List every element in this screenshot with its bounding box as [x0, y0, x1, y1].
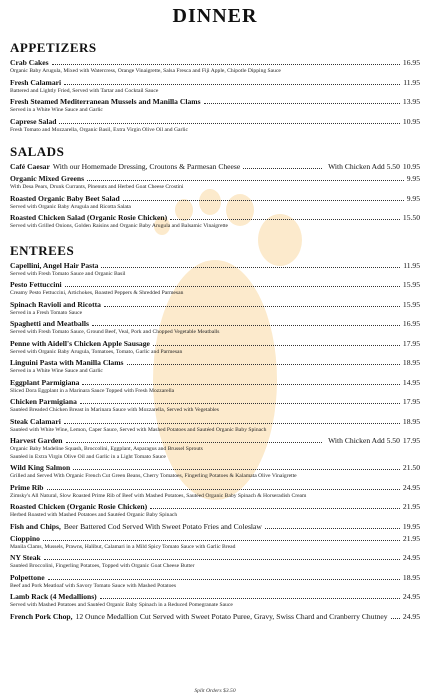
menu-item [10, 378, 420, 396]
menu-item-description: Zimsky's All Natural, Slow Roasted Prime Rib of Beef with Mashed Potatoes, Sautéed Organic Baby Spinach & Horseradish Cream [10, 492, 307, 499]
menu-item-price: 11.95 [403, 260, 420, 270]
menu-item-line [10, 319, 420, 329]
menu-item-description: Served with Organic Baby Arugula and Ricotta Salata [10, 203, 131, 210]
menu-item-price: 17.95 [402, 436, 420, 445]
menu-item-line [10, 213, 420, 223]
menu-item-description: Creamy Pesto Fettuccini, Artichokes, Roasted Peppers & Shredded Parmesan [10, 290, 184, 296]
menu-item-price: 11.95 [403, 77, 420, 87]
menu-item [10, 261, 420, 279]
menu-item-price: 16.95 [402, 319, 420, 328]
menu-item-price: 17.95 [402, 338, 420, 348]
menu-item-description: Beef and Pork Meatloaf with Savory Tomato Sauce with Mashed Potatoes [10, 582, 177, 589]
menu-item-name: Fresh Calamari [10, 77, 62, 87]
menu-item-line [10, 358, 420, 368]
menu-item-description: Sautéed Breaded Chicken Breast in Marinara Sauce with Mozzarella, Served with Vegetables [10, 407, 219, 413]
menu-item-description: Organic Baby Arugula, Mixed with Watercress, Orange Vinaigrette, Salsa Fresca and Fiji Apple, Chipotle Dipping Sauce [10, 68, 281, 74]
menu-item-description: Served with Organic Baby Arugula, Tomatoes, Tomato, Garlic and Parmesan [10, 348, 183, 355]
menu-item-price: 21.50 [402, 463, 420, 472]
menu-item-description: Sliced Dora Eggplant in a Marinara Sauce Topped with Fresh Mozzarella [10, 387, 175, 394]
menu-item-line [10, 378, 420, 388]
menu-item-price: 24.95 [402, 611, 420, 621]
menu-item-line [10, 280, 420, 290]
menu-item-price: 18.95 [402, 572, 420, 582]
menu-item [10, 573, 420, 591]
menu-item-line [10, 162, 420, 172]
menu-item-line [10, 261, 420, 271]
menu-item-name: Crab Cakes [10, 58, 49, 67]
menu-item [10, 534, 420, 552]
menu-item-inline-description: 12 Ounce Medallion Cut Served with Sweet Potato Puree, Gravy, Swiss Chard and Cranberry Chutney [75, 611, 388, 621]
menu-item-name: Café Caesar [10, 162, 50, 171]
menu-item-name: Fresh Steamed Mediterranean Mussels and Manilla Clams [10, 97, 201, 106]
menu-item-line [10, 174, 420, 184]
menu-item-line [10, 117, 420, 127]
dot-leader [92, 325, 400, 326]
menu-item-price: 14.95 [402, 377, 420, 387]
dot-leader [100, 598, 400, 599]
menu-item-line [10, 97, 420, 107]
menu-item-price: 15.50 [402, 213, 420, 222]
menu-item-name: Roasted Chicken Salad (Organic Rosie Chicken) [10, 213, 168, 222]
dot-leader [52, 64, 400, 65]
menu-item-description: Organic Baby Madeline Squash, Broccolini, Eggplant, Asparagus and Brussel Sprouts [10, 446, 203, 452]
dot-leader [65, 286, 400, 287]
menu-body [0, 40, 430, 622]
menu-item [10, 463, 420, 481]
menu-item-line [10, 58, 420, 68]
menu-item-name: Chicken Parmigiana [10, 397, 77, 406]
menu-item-price: 19.95 [402, 521, 420, 531]
menu-item-line [10, 339, 420, 349]
menu-item-line [10, 463, 420, 473]
menu-item-line [10, 534, 420, 544]
dot-leader [265, 528, 400, 529]
menu-item-name: Harvest Garden [10, 436, 63, 445]
menu-item-price: 13.95 [402, 97, 420, 106]
menu-item-line [10, 300, 420, 310]
dot-leader [64, 84, 400, 85]
split-orders-note: Split Orders $3.50 [194, 688, 236, 694]
menu-item [10, 436, 420, 461]
menu-item-name: Caprese Salad [10, 116, 57, 126]
menu-item [10, 117, 420, 135]
menu-item-line [10, 417, 420, 427]
menu-item [10, 58, 420, 76]
menu-item-name: Linguini Pasta with Manilla Clams [10, 358, 124, 367]
section-appetizers [0, 40, 430, 134]
menu-item-name: Spaghetti and Meatballs [10, 319, 89, 328]
menu-item [10, 417, 420, 435]
menu-item-price: 10.95 [402, 162, 420, 171]
menu-item-description: With Desa Pears, Drunk Currants, Pinenuts and Herbed Goat Cheese Crostini [10, 184, 184, 190]
menu-item-price: 18.95 [402, 358, 420, 367]
menu-item-inline-description: With our Homemade Dressing, Croutons & Parmesan Cheese [52, 162, 241, 171]
menu-item-name: Steak Calamari [10, 416, 61, 426]
menu-item [10, 174, 420, 192]
menu-item [10, 483, 420, 501]
menu-item-line [10, 397, 420, 407]
dot-leader [391, 618, 400, 619]
menu-title: DINNER [172, 5, 258, 27]
menu-item-line [10, 553, 420, 563]
dot-leader [64, 423, 400, 424]
menu-item-description: Served with Mashed Potatoes and Sautéed Organic Baby Spinach in a Reduced Pomegranate Sauce [10, 602, 233, 608]
menu-item [10, 213, 420, 231]
menu-item-price: 15.95 [402, 280, 420, 289]
menu-item-description: Served in a Fresh Tomato Sauce [10, 309, 83, 316]
menu-item-price: 15.95 [402, 299, 420, 309]
menu-item-name: French Pork Chop, [10, 611, 73, 621]
menu-item-description: Manila Clams, Mussels, Prawns, Halibut, Calamari in a Mild Spicy Tomato Sauce with Garlic Bread [10, 543, 236, 550]
menu-item-line [10, 573, 420, 583]
menu-item [10, 339, 420, 357]
dot-leader [43, 540, 400, 541]
dot-leader [123, 200, 404, 201]
dot-leader [44, 559, 400, 560]
menu-item-description: Served with Fresh Tomato Sauce and Organic Basil [10, 270, 126, 277]
dot-leader [59, 123, 399, 124]
menu-item-price: 24.95 [402, 553, 420, 562]
menu-item-description: Sautéed with White Wine, Lemon, Caper Sauce, Served with Mashed Potatoes and Sautéed Organic Baby Spinach [10, 426, 267, 433]
menu-item-name: Spinach Ravioli and Ricotta [10, 299, 101, 309]
menu-item-line [10, 522, 420, 532]
menu-item [10, 97, 420, 115]
menu-item-description: Battered and Lightly Fried, Served with Tartar and Cocktail Sauce [10, 87, 159, 94]
menu-item-description: Served in a White Wine Sauce and Garlic [10, 107, 103, 113]
dot-leader [48, 579, 400, 580]
menu-item-name: Roasted Organic Baby Beet Salad [10, 193, 120, 203]
menu-item-name: Pesto Fettuccini [10, 280, 62, 289]
menu-item-description: Sautéed Broccolini, Fingerling Potatoes, Topped with Organic Goat Cheese Butter [10, 563, 195, 569]
menu-item-name: NY Steak [10, 553, 41, 562]
menu-item-price: 9.95 [406, 174, 420, 183]
menu-item-name: Cioppino [10, 533, 40, 543]
dot-leader [204, 103, 400, 104]
section-heading: ENTREES [10, 242, 75, 258]
menu-item-price: 9.95 [406, 193, 420, 203]
section-heading: APPETIZERS [10, 40, 97, 55]
menu-item-name: Lamb Rack (4 Medallions) [10, 592, 97, 601]
dot-leader [73, 469, 400, 470]
menu-item-name: Fish and Chips, [10, 521, 61, 531]
dot-leader [153, 345, 400, 346]
menu-item [10, 502, 420, 520]
menu-item-line [10, 78, 420, 88]
menu-item [10, 280, 420, 298]
menu-item-name: Wild King Salmon [10, 463, 71, 472]
menu-item-description: Fresh Tomato and Mozzarella, Organic Basil, Extra Virgin Olive Oil and Garlic [10, 126, 188, 133]
menu-item-addon: With Chicken Add 5.50 [328, 162, 400, 171]
menu-item-name: Organic Mixed Greens [10, 174, 85, 183]
section-heading: SALADS [10, 144, 65, 159]
menu-item-name: Eggplant Parmigiana [10, 377, 80, 387]
dot-leader [66, 442, 323, 443]
dot-leader [150, 508, 400, 509]
menu-item-price: 16.95 [402, 58, 420, 67]
dot-leader [243, 168, 322, 169]
menu-item-description: Grilled and Served With Organic French Cut Green Beans, Cherry Tomatoes, Fingerling Potatoes & Kalamata Olive Vinaigrette [10, 473, 297, 479]
dot-leader [80, 403, 400, 404]
menu-item [10, 553, 420, 571]
menu-item-inline-description: Beer Battered Cod Served With Sweet Potato Fries and Coleslaw [63, 521, 262, 531]
menu-item-name: Polpettone [10, 572, 45, 582]
menu-item-name: Capellini, Angel Hair Pasta [10, 260, 99, 270]
menu-item-description: Served in a White Wine Sauce and Garlic [10, 368, 103, 374]
menu-item-line [10, 436, 420, 446]
menu-item [10, 397, 420, 415]
dot-leader [127, 364, 400, 365]
menu-item-price: 10.95 [402, 116, 420, 126]
menu-item-price: 21.95 [402, 533, 420, 543]
menu-item-line [10, 194, 420, 204]
section-salads [0, 144, 430, 231]
dot-leader [87, 180, 404, 181]
menu-item [10, 522, 420, 532]
dot-leader [101, 267, 400, 268]
menu-item-line [10, 592, 420, 602]
menu-item-description: Served with Fresh Tomato Sauce, Ground Beef, Veal, Pork and Chopped Vegetable Meatballs [10, 329, 220, 335]
menu-item-name: Penne with Aidell's Chicken Apple Sausage [10, 338, 150, 348]
menu-item-line [10, 502, 420, 512]
menu-item-line [10, 612, 420, 622]
section-entrees [0, 243, 430, 622]
menu-item-price: 17.95 [402, 397, 420, 406]
menu-item-description: Served with Grilled Onions, Golden Raisins and Organic Baby Arugula and Balsamic Vinaigrette [10, 223, 229, 229]
menu-item-name: Roasted Chicken (Organic Rosie Chicken) [10, 502, 148, 511]
menu-item-price: 18.95 [402, 416, 420, 426]
menu-item [10, 612, 420, 622]
menu-item-description: Herbed Roasted with Mashed Potatoes and Sautéed Organic Baby Spinach [10, 512, 178, 518]
menu-item [10, 358, 420, 376]
menu-item [10, 592, 420, 610]
menu-item [10, 162, 420, 172]
menu-item-description: Sautéed in Extra Virgin Olive Oil and Garlic in a Light Tomato Sauce [10, 453, 166, 460]
dot-leader [47, 489, 400, 490]
menu-item [10, 300, 420, 318]
menu-item-line [10, 483, 420, 493]
menu-item [10, 78, 420, 96]
menu-item-name: Prime Rib [10, 482, 44, 492]
menu-item-addon: With Chicken Add 5.50 [328, 436, 400, 445]
menu-item-price: 24.95 [402, 482, 420, 492]
dot-leader [104, 306, 400, 307]
menu-item-price: 24.95 [402, 592, 420, 601]
menu-item [10, 194, 420, 212]
dot-leader [170, 219, 400, 220]
menu-item [10, 319, 420, 337]
dot-leader [82, 384, 400, 385]
menu-item-price: 21.95 [402, 502, 420, 511]
